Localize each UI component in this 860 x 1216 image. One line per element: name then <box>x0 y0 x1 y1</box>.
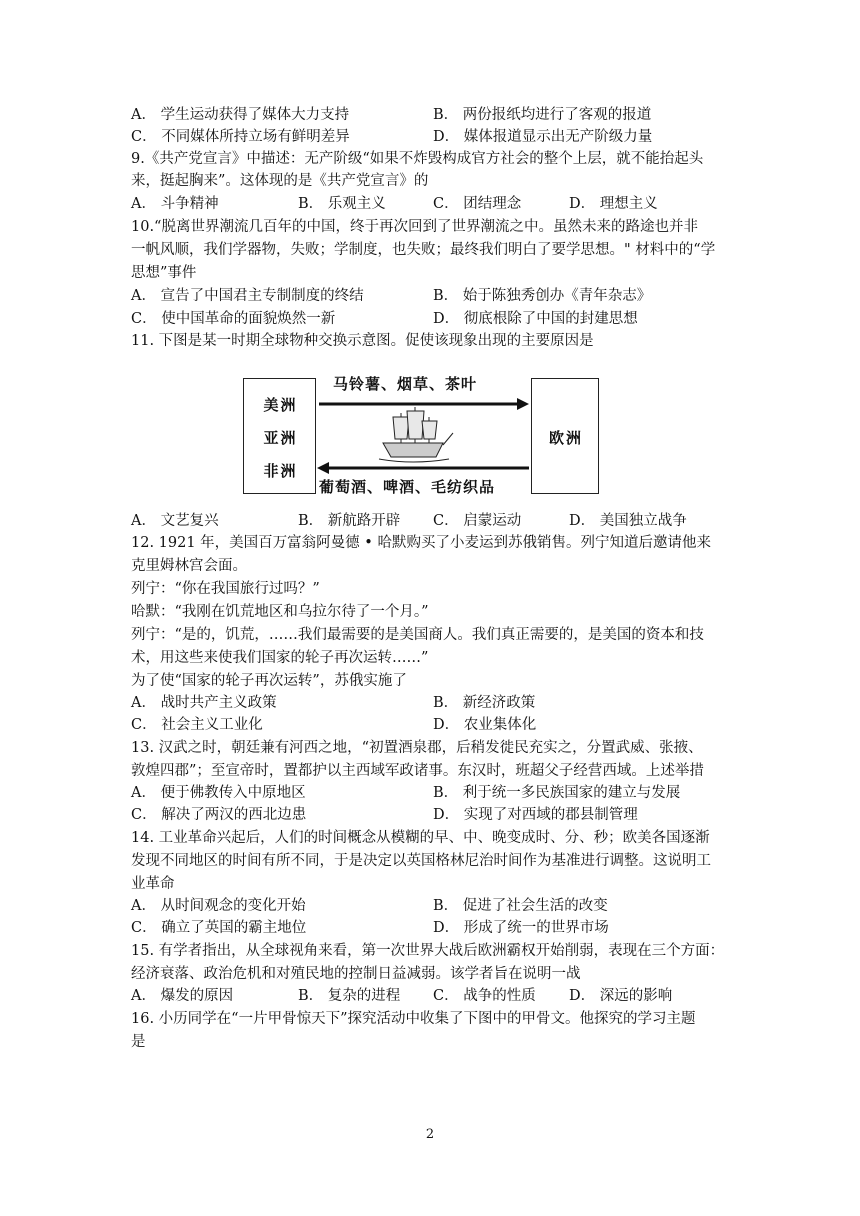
diagram-arrows <box>243 373 575 497</box>
q12-option-b: B． 新经济政策 <box>433 695 536 711</box>
q15-option-a: A． 爆发的原因 <box>131 988 234 1004</box>
q15-option-b: B． 复杂的进程 <box>298 988 401 1004</box>
q12-dialogue-line-3: 列宁：“是的，饥荒，……我们最需要的是美国商人。我们真正需要的，是美国的资本和技 <box>131 627 704 643</box>
q10-option-a: A． 宣告了中国君主专制制度的终结 <box>131 288 364 304</box>
q11-stem-line-1: 11. 下图是某一时期全球物种交换示意图。促使该现象出现的主要原因是 <box>131 333 594 349</box>
q10-stem-line-1: 10.“脱离世界潮流几百年的中国，终于再次回到了世界潮流之中。虽然未来的路途也并非 <box>131 219 698 235</box>
q13-stem-line-1: 13. 汉武之时，朝廷兼有河西之地，“初置酒泉郡，后稍发徙民充实之，分置武威、张掖、 <box>131 740 703 756</box>
q14-stem-line-1: 14. 工业革命兴起后，人们的时间概念从模糊的早、中、晚变成时、分、秒；欧美各国逐渐 <box>131 830 710 846</box>
q13-option-d: D． 实现了对西域的郡县制管理 <box>433 807 638 823</box>
q16-stem-line-2: 是 <box>131 1034 146 1050</box>
q14-option-c: C． 确立了英国的霸主地位 <box>131 920 307 936</box>
q12-option-a: A． 战时共产主义政策 <box>131 695 277 711</box>
q8-option-b: B． 两份报纸均进行了客观的报道 <box>433 107 652 123</box>
q12-stem-line-1: 12. 1921 年，美国百万富翁阿曼德 • 哈默购买了小麦运到苏俄销售。列宁知道后邀请他来 <box>131 535 711 551</box>
q14-option-d: D． 形成了统一的世界市场 <box>433 920 609 936</box>
page-number: 2 <box>425 1127 435 1142</box>
q9-stem-line-1: 9.《共产党宣言》中描述：无产阶级“如果不炸毁构成官方社会的整个上层，就不能抬起头 <box>131 151 704 167</box>
q12-option-c: C． 社会主义工业化 <box>131 717 263 733</box>
q9-option-c: C． 团结理念 <box>433 196 522 212</box>
q15-option-c: C． 战争的性质 <box>433 988 536 1004</box>
q10-option-b: B． 始于陈独秀创办《青年杂志》 <box>433 288 652 304</box>
left-arrowhead <box>317 462 329 474</box>
q11-option-b: B． 新航路开辟 <box>298 513 401 529</box>
q13-option-b: B． 利于统一多民族国家的建立与发展 <box>433 785 681 801</box>
q9-option-a: A． 斗争精神 <box>131 196 219 212</box>
q14-stem-line-3: 业革命 <box>131 876 175 892</box>
q15-stem-line-2: 经济衰落、政治危机和对殖民地的控制日益减弱。该学者旨在说明一战 <box>131 966 581 982</box>
q8-option-a: A． 学生运动获得了媒体大力支持 <box>131 107 350 123</box>
q12-dialogue-line-1: 列宁：“你在我国旅行过吗？” <box>131 581 320 597</box>
top-arrow-label: 马铃薯、烟草、茶叶 <box>333 375 478 393</box>
q11-option-c: C． 启蒙运动 <box>433 513 522 529</box>
q10-stem-line-2: 一帆风顺，我们学器物，失败；学制度，也失败；最终我们明白了要学思想。" 材料中的“学 <box>131 242 716 258</box>
q9-stem-line-2: 来，挺起胸来”。这体现的是《共产党宣言》的 <box>131 173 429 189</box>
q9-option-d: D． 理想主义 <box>569 196 658 212</box>
q11-option-a: A． 文艺复兴 <box>131 513 219 529</box>
species-exchange-diagram <box>243 373 583 497</box>
region-americas: 美洲 <box>263 396 298 414</box>
q15-stem-line-1: 15. 有学者指出，从全球视角来看，第一次世界大战后欧洲霸权开始削弱，表现在三个方面： <box>131 943 725 959</box>
q11-option-d: D． 美国独立战争 <box>569 513 687 529</box>
q16-stem-line-1: 16. 小历同学在“一片甲骨惊天下”探究活动中收集了下图中的甲骨文。他探究的学习主题 <box>131 1011 696 1027</box>
q14-option-a: A． 从时间观念的变化开始 <box>131 898 306 914</box>
q12-stem-line-3: 为了使“国家的轮子再次运转”，苏俄实施了 <box>131 673 407 689</box>
q8-option-c: C． 不同媒体所持立场有鲜明差异 <box>131 129 350 145</box>
q12-option-d: D． 农业集体化 <box>433 717 537 733</box>
bottom-arrow-label: 葡萄酒、啤酒、毛纺织品 <box>319 478 496 496</box>
q14-option-b: B． 促进了社会生活的改变 <box>433 898 608 914</box>
q9-option-b: B． 乐观主义 <box>298 196 386 212</box>
region-africa: 非洲 <box>263 462 298 480</box>
q10-option-c: C． 使中国革命的面貌焕然一新 <box>131 311 336 327</box>
q12-dialogue-line-4: 术，用这些来使我们国家的轮子再次运转……” <box>131 650 429 666</box>
right-arrowhead <box>517 398 529 410</box>
region-europe: 欧洲 <box>548 429 583 447</box>
q12-stem-line-2: 克里姆林宫会面。 <box>131 558 247 574</box>
q10-stem-line-3: 思想”事件 <box>131 265 197 281</box>
q13-option-a: A． 便于佛教传入中原地区 <box>131 785 306 801</box>
q15-option-d: D． 深远的影响 <box>569 988 673 1004</box>
q14-stem-line-2: 发现不同地区的时间有所不同，于是决定以英国格林尼治时间作为基准进行调整。这说明工 <box>131 853 711 869</box>
q13-option-c: C． 解决了两汉的西北边患 <box>131 807 307 823</box>
region-asia: 亚洲 <box>263 429 298 447</box>
q12-dialogue-line-2: 哈默：“我刚在饥荒地区和乌拉尔待了一个月。” <box>131 604 429 620</box>
q10-option-d: D． 彻底根除了中国的封建思想 <box>433 311 638 327</box>
q8-option-d: D． 媒体报道显示出无产阶级力量 <box>433 129 653 145</box>
q13-stem-line-2: 敦煌四郡”；至宣帝时，置都护以主西域军政诸事。东汉时，班超父子经营西域。上述举措 <box>131 763 704 779</box>
sailing-ship-icon <box>379 407 453 462</box>
